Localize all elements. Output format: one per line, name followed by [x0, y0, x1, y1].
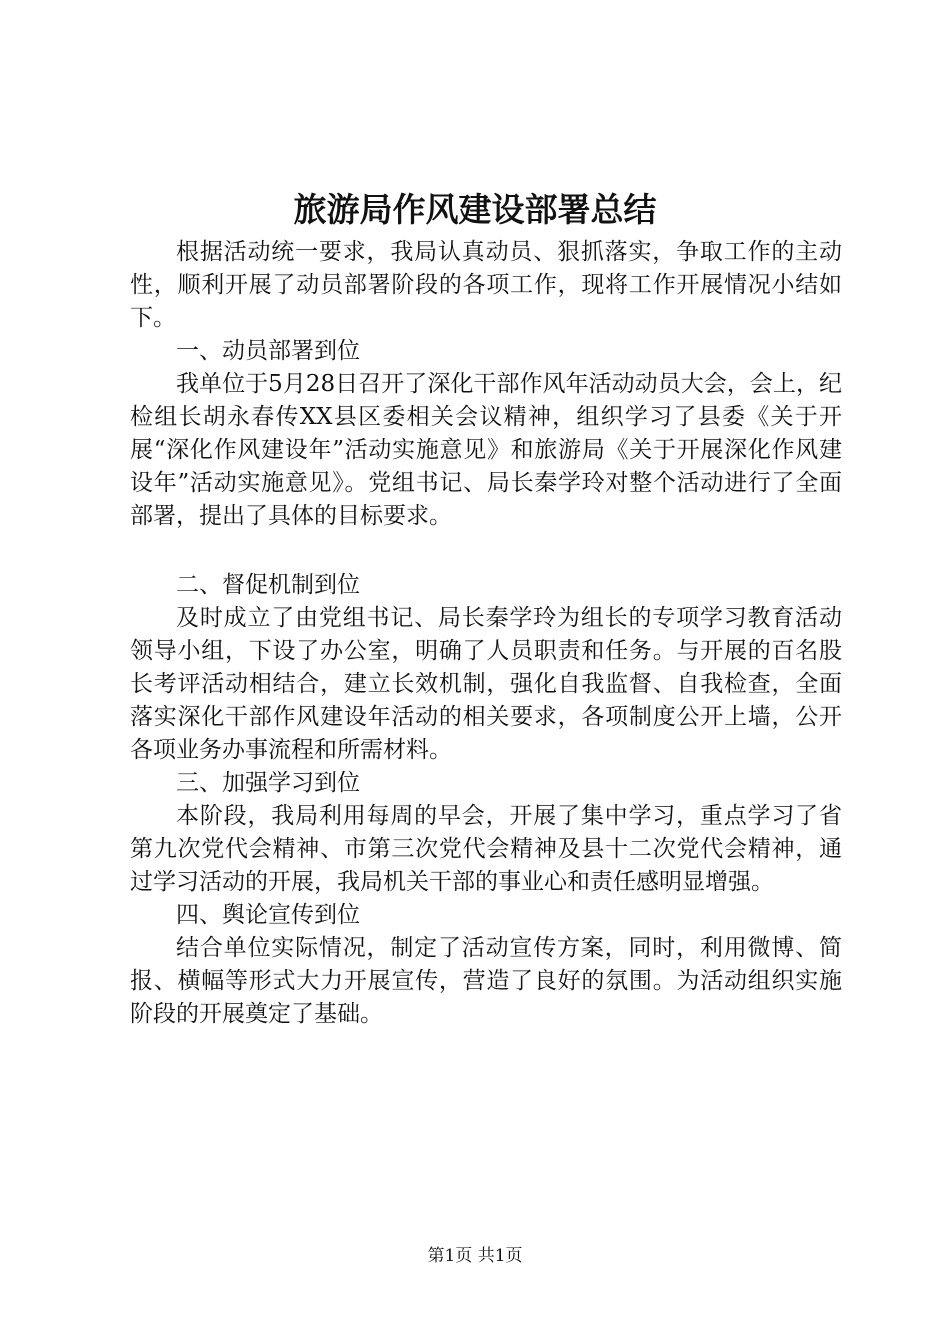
- section-paragraph-3: 本阶段，我局利用每周的早会，开展了集中学习，重点学习了省第九次党代会精神、市第三次党代会精神及县十二次党代会精神，通过学习活动的开展，我局机关干部的事业心和责任感明显增强。: [130, 803, 842, 895]
- section-heading-3: 三、加强学习到位: [176, 770, 360, 796]
- section-paragraph-2: 及时成立了由党组书记、局长秦学玲为组长的专项学习教育活动领导小组，下设了办公室，明确了人员职责和任务。与开展的百名股长考评活动相结合，建立长效机制，强化自我监督、自我检查，全面落实深化干部作风建设年活动的相关要求，各项制度公开上墙，公开各项业务办事流程和所需材料。: [130, 605, 842, 763]
- intro-paragraph: 根据活动统一要求，我局认真动员、狠抓落实，争取工作的主动性，顺利开展了动员部署阶段的各项工作，现将工作开展情况小结如下。: [130, 239, 842, 331]
- section-paragraph-4: 结合单位实际情况，制定了活动宣传方案，同时，利用微博、简报、横幅等形式大力开展宣传，营造了良好的氛围。为活动组织实施阶段的开展奠定了基础。: [130, 935, 842, 1027]
- section-heading-1: 一、动员部署到位: [176, 338, 360, 364]
- section-heading-2: 二、督促机制到位: [176, 572, 360, 598]
- section-paragraph-1: 我单位于5月28日召开了深化干部作风年活动动员大会，会上，纪检组长胡永春传XX县区委相关会议精神，组织学习了县委《关于开展“深化作风建设年”活动实施意见》和旅游局《关于开展深化作风建设年”活动实施意见》。党组书记、局长秦学玲对整个活动进行了全面部署，提出了具体的目标要求。: [130, 371, 842, 529]
- document-body: [130, 236, 842, 1031]
- paragraph-spacer: [130, 533, 842, 569]
- document-title: 旅游局作风建设部署总结: [293, 190, 657, 229]
- page-number-footer: 第1页 共1页: [427, 1246, 523, 1266]
- section-heading-4: 四、舆论宣传到位: [176, 902, 360, 928]
